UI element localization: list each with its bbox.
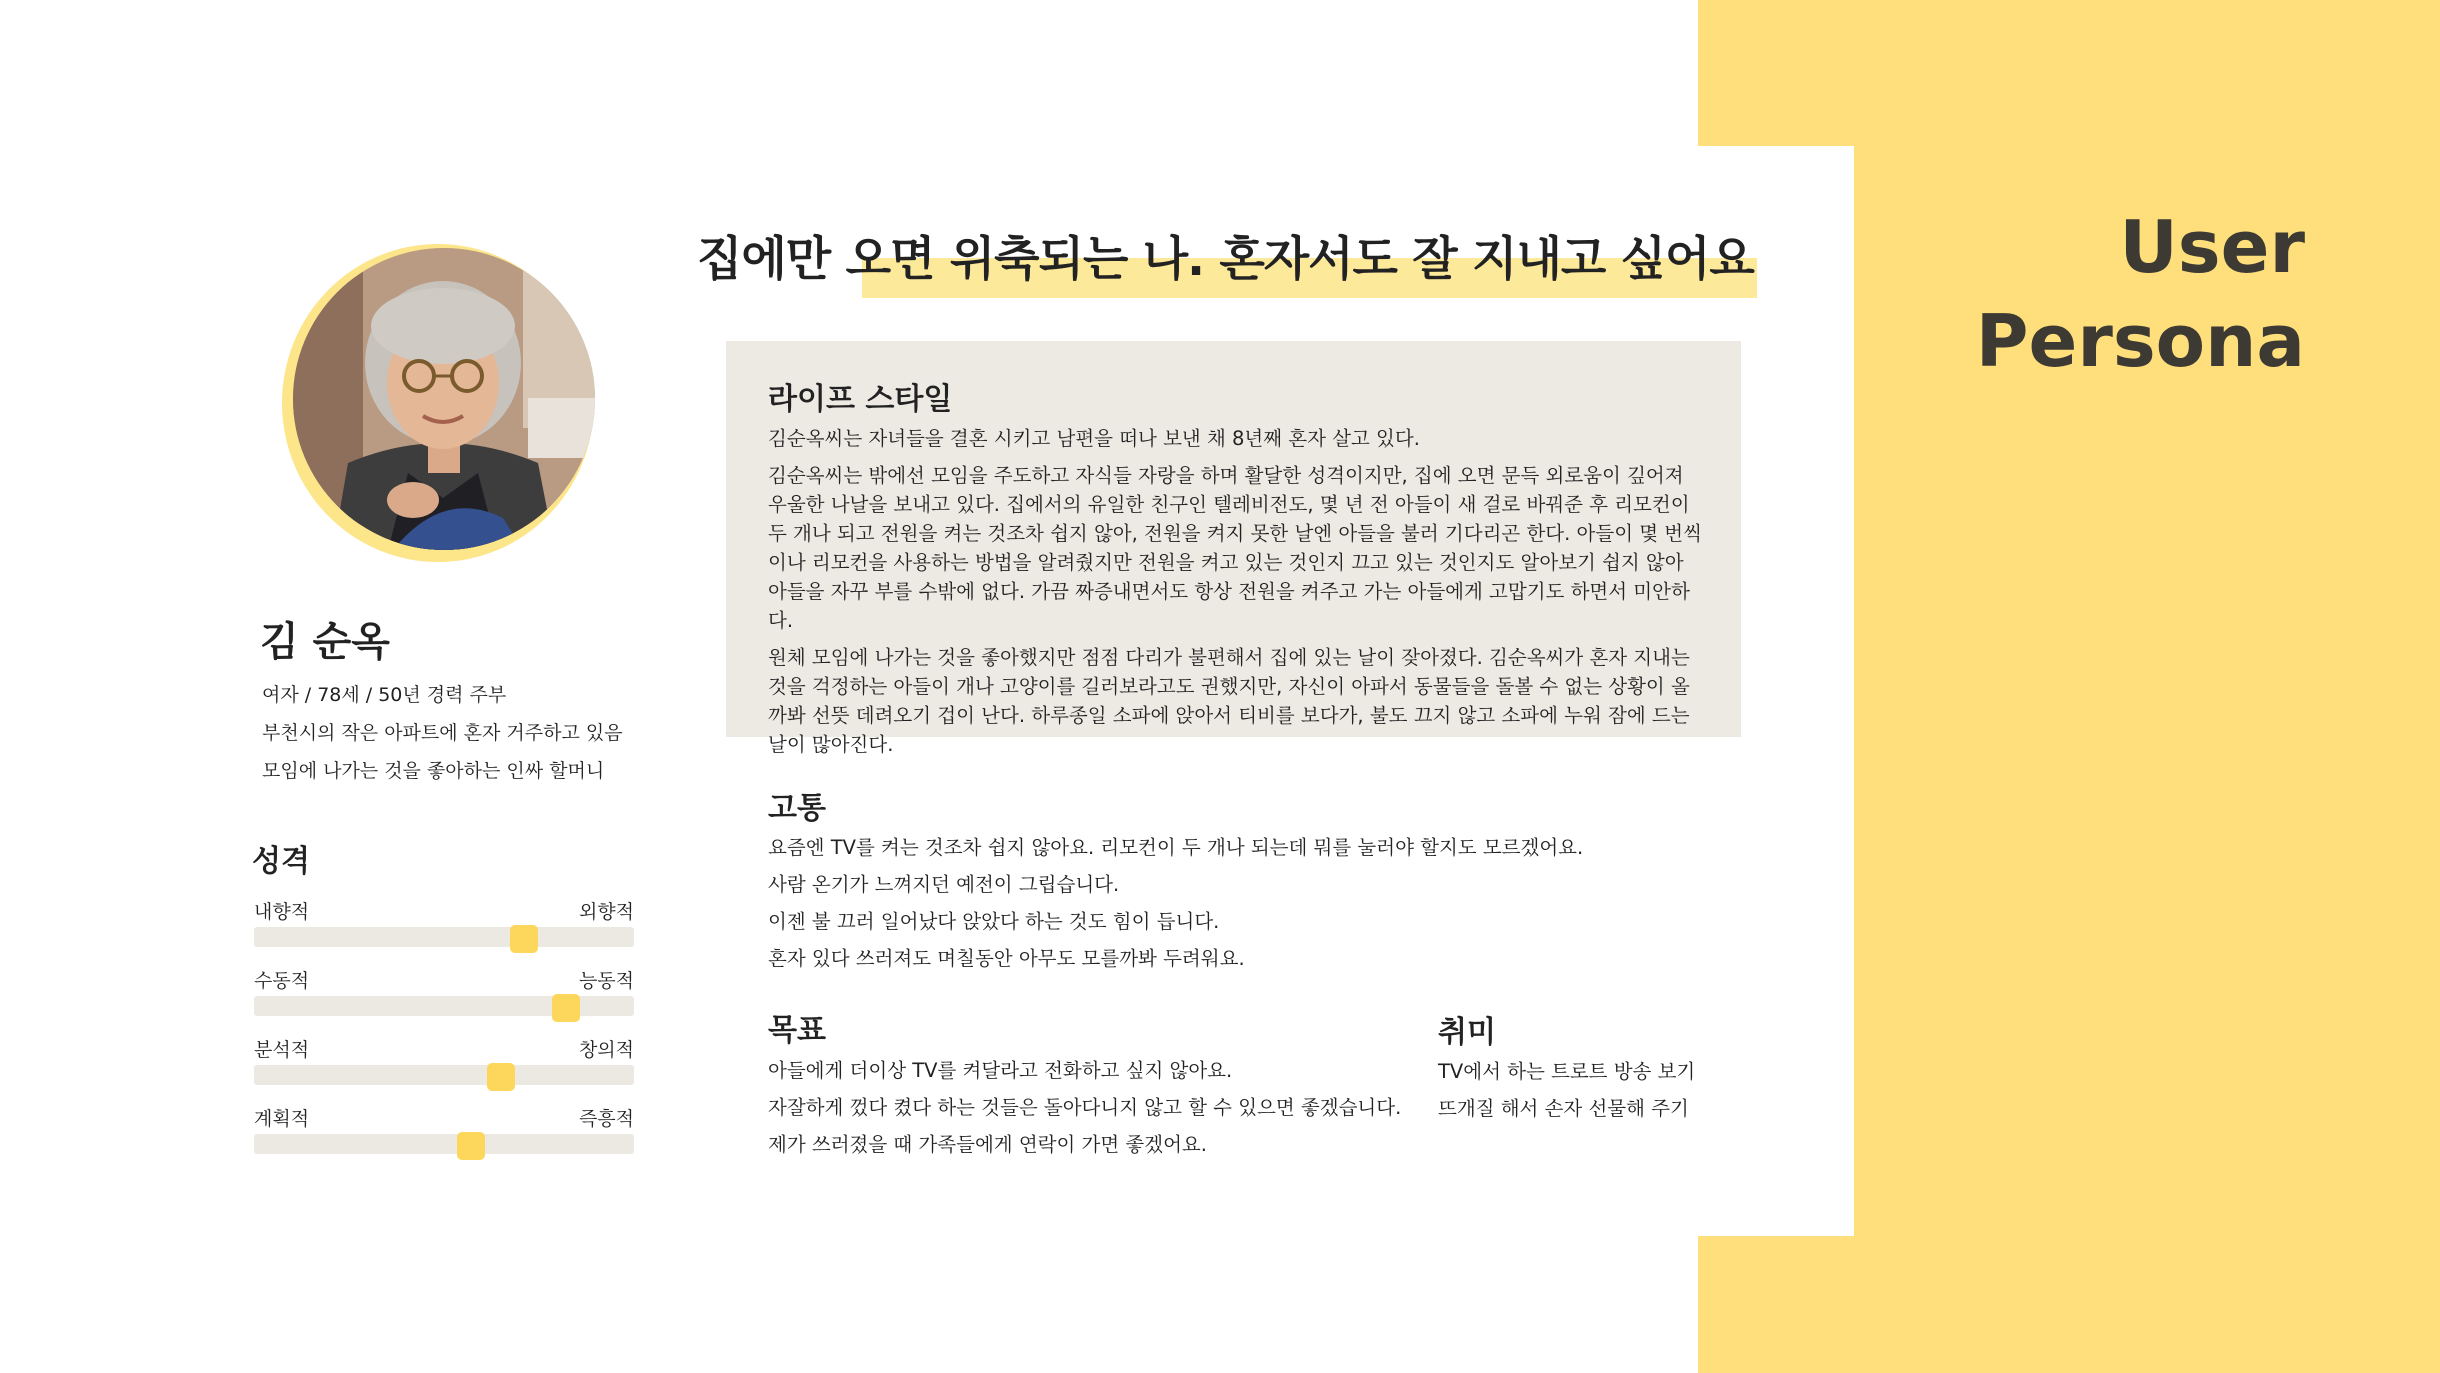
- list-item: 뜨개질 해서 손자 선물해 주기: [1438, 1097, 1689, 1120]
- lifestyle-text: [768, 424, 1708, 767]
- hobbies-title: 취미: [1438, 1015, 1496, 1050]
- trait-right-label: 창의적: [578, 1039, 634, 1061]
- list-item: TV에서 하는 트로트 방송 보기: [1438, 1060, 1696, 1083]
- trait-slider-thumb: [552, 994, 580, 1022]
- trait-left-label: 수동적: [254, 970, 310, 992]
- detail-line: 여자 / 78세 / 50년 경력 주부: [262, 684, 507, 706]
- list-item: 이젠 불 끄러 일어났다 앉았다 하는 것도 힘이 듭니다.: [768, 910, 1220, 933]
- trait-passive-active: [254, 966, 634, 1034]
- hobbies-list: [1438, 1053, 1695, 1127]
- list-item: 자잘하게 껐다 켰다 하는 것들은 돌아다니지 않고 할 수 있으면 좋겠습니다.: [768, 1096, 1402, 1119]
- list-item: 혼자 있다 쓰러져도 며칠동안 아무도 모를까봐 두려워요.: [768, 947, 1245, 970]
- list-item: 사람 온기가 느껴지던 예전이 그립습니다.: [768, 873, 1120, 896]
- trait-right-label: 외향적: [578, 901, 634, 923]
- trait-slider-track: [254, 927, 634, 947]
- detail-line: 부천시의 작은 아파트에 혼자 거주하고 있음: [262, 722, 623, 744]
- lifestyle-title: 라이프 스타일: [768, 382, 953, 417]
- trait-left-label: 분석적: [254, 1039, 310, 1061]
- trait-slider-thumb: [510, 925, 538, 953]
- lifestyle-paragraph: 김순옥씨는 밖에선 모임을 주도하고 자식들 자랑을 하며 활달한 성격이지만, 집에 오면 문득 외로움이 깊어져 우울한 나날을 보내고 있다. 집에서의 유일한 친구인 텔레비전도, 몇 년 전 아들이 새 걸로 바꿔준 후 리모컨이 두 개나 되고 전원을 켜는 것조차 쉽지 않아, 전원을 켜지 못한 날엔 아들을 불러 기다리곤 한다. 아들이 몇 번씩이나 리모컨을 사용하는 방법을 알려줬지만 전원을 켜고 있는 것인지 끄고 있는 것인지도 알아보기 쉽지 않아 아들을 자꾸 부를 수밖에 없다. 가끔 짜증내면서도 항상 전원을 켜주고 가는 아들에게 고맙기도 하면서 미안하다.: [768, 464, 1702, 632]
- headline-block: [697, 222, 1754, 289]
- persona-name: 김 순옥: [260, 619, 390, 665]
- trait-slider-track: [254, 1065, 634, 1085]
- lifestyle-paragraph: 원체 모임에 나가는 것을 좋아했지만 점점 다리가 불편해서 집에 있는 날이 잦아졌다. 김순옥씨가 혼자 지내는 것을 걱정하는 아들이 개나 고양이를 길러보라고도 권했지만, 자신이 아파서 동물들을 돌볼 수 없는 상황이 올까봐 선뜻 데려오기 겁이 난다. 하루종일 소파에 앉아서 티비를 보다가, 불도 끄지 않고 소파에 누워 잠에 드는 날이 많아진다.: [768, 646, 1690, 756]
- pain-title: 고통: [768, 791, 826, 826]
- detail-line: 모임에 나가는 것을 좋아하는 인싸 할머니: [262, 760, 605, 782]
- persona-details: [262, 676, 623, 790]
- trait-analytical-creative: [254, 1035, 634, 1103]
- title-line-1: User: [2119, 205, 2305, 289]
- avatar: [293, 248, 595, 550]
- goals-title: 목표: [768, 1013, 826, 1048]
- headline: 집에만 오면 위축되는 나. 혼자서도 잘 지내고 싶어요: [697, 232, 1754, 287]
- trait-slider-thumb: [457, 1132, 485, 1160]
- title-line-2: Persona: [1975, 299, 2305, 383]
- goals-list: [768, 1052, 1401, 1163]
- list-item: 요즘엔 TV를 켜는 것조차 쉽지 않아요. 리모컨이 두 개나 되는데 뭐를 눌러야 할지도 모르겠어요.: [768, 836, 1584, 859]
- trait-left-label: 계획적: [254, 1108, 310, 1130]
- trait-right-label: 능동적: [578, 970, 634, 992]
- trait-introvert-extrovert: [254, 897, 634, 965]
- trait-slider-thumb: [487, 1063, 515, 1091]
- list-item: 아들에게 더이상 TV를 켜달라고 전화하고 싶지 않아요.: [768, 1059, 1233, 1082]
- trait-planned-spontaneous: [254, 1104, 634, 1172]
- persona-portrait-icon: [293, 248, 595, 550]
- pain-list: [768, 829, 1583, 977]
- list-item: 제가 쓰러졌을 때 가족들에게 연락이 가면 좋겠어요.: [768, 1133, 1207, 1156]
- personality-title: 성격: [252, 844, 310, 879]
- persona-title: [1976, 200, 2305, 388]
- lifestyle-paragraph: 김순옥씨는 자녀들을 결혼 시키고 남편을 떠나 보낸 채 8년째 혼자 살고 있다.: [768, 427, 1420, 450]
- trait-slider-track: [254, 1134, 634, 1154]
- trait-left-label: 내향적: [254, 901, 310, 923]
- trait-right-label: 즉흥적: [578, 1108, 634, 1130]
